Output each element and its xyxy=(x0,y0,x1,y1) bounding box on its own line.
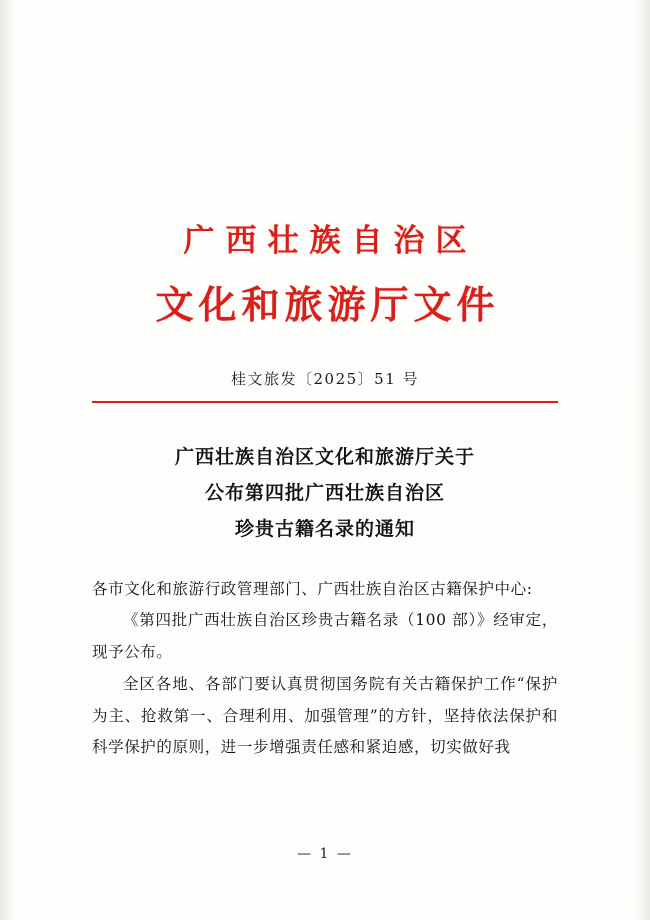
body-paragraph-salutation: 各市文化和旅游行政管理部门、广西壮族自治区古籍保护中心: xyxy=(92,579,533,598)
document-title xyxy=(92,439,558,547)
page-number: — 1 — xyxy=(297,846,353,862)
document-body xyxy=(92,574,558,765)
document-title-line-1: 广西壮族自治区文化和旅游厅关于 xyxy=(174,446,475,469)
document-title-line-2: 公布第四批广西壮族自治区 xyxy=(204,482,445,505)
red-divider-rule xyxy=(92,401,558,403)
body-paragraph-1: 《第四批广西壮族自治区珍贵古籍名录（100 部）》经审定，现予公布。 xyxy=(92,611,558,662)
body-paragraph-2: 全区各地、各部门要认真贯彻国务院有关古籍保护工作“保护为主、抢救第一、合理利用、加强管理”的方针，坚持依法保护和科学保护的原则，进一步增强责任感和紧迫感，切实做好我 xyxy=(92,674,558,757)
masthead-line-1: 广西壮族自治区 xyxy=(183,223,478,259)
document-number: 桂文旅发〔2025〕51 号 xyxy=(230,370,420,389)
masthead xyxy=(92,222,558,328)
document-title-line-3: 珍贵古籍名录的通知 xyxy=(234,518,415,541)
masthead-line-2: 文化和旅游厅文件 xyxy=(155,281,500,327)
